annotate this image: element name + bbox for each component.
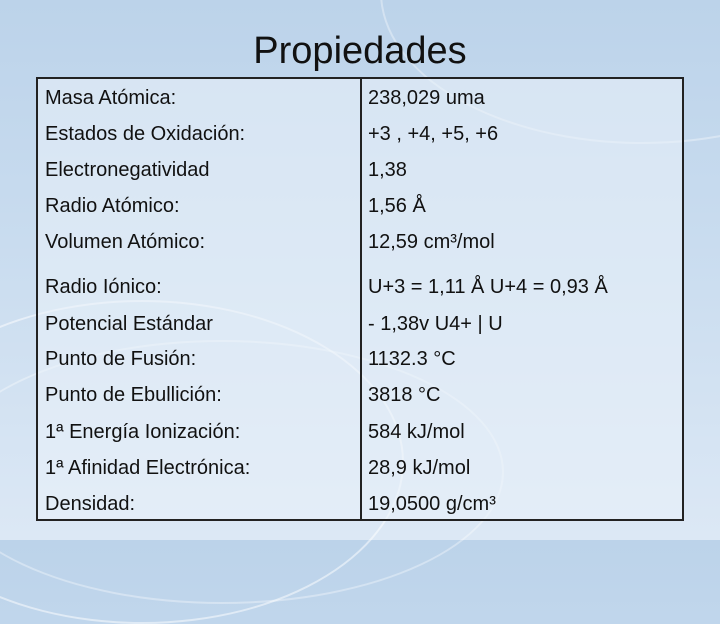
property-value: 1132.3 °C bbox=[368, 348, 456, 370]
property-value: 238,029 uma bbox=[368, 87, 485, 109]
property-label: Estados de Oxidación: bbox=[45, 123, 246, 145]
table-row bbox=[38, 117, 682, 151]
property-label: Radio Iónico: bbox=[45, 276, 162, 298]
property-value: 19,0500 g/cm³ bbox=[368, 493, 496, 515]
table-row bbox=[38, 153, 682, 187]
property-value: 584 kJ/mol bbox=[368, 421, 465, 443]
property-label: Punto de Fusión: bbox=[45, 348, 197, 370]
property-label: 1ª Afinidad Electrónica: bbox=[45, 457, 251, 479]
table-row bbox=[38, 378, 682, 412]
property-value: 1,38 bbox=[368, 159, 407, 181]
table-row bbox=[38, 307, 682, 341]
property-label: 1ª Energía Ionización: bbox=[45, 421, 241, 443]
property-value: 12,59 cm³/mol bbox=[368, 231, 495, 253]
property-value: U+3 = 1,11 Å U+4 = 0,93 Å bbox=[368, 276, 608, 298]
property-value: +3 , +4, +5, +6 bbox=[368, 123, 499, 145]
property-label: Potencial Estándar bbox=[45, 313, 213, 335]
table-row bbox=[38, 451, 682, 485]
property-label: Masa Atómica: bbox=[45, 87, 177, 109]
property-label: Densidad: bbox=[45, 493, 136, 515]
property-label: Electronegatividad bbox=[45, 159, 210, 181]
property-label: Punto de Ebullición: bbox=[45, 384, 222, 406]
table-row bbox=[38, 342, 682, 376]
property-label: Radio Atómico: bbox=[45, 195, 180, 217]
property-label: Volumen Atómico: bbox=[45, 231, 206, 253]
property-value: - 1,38v U4+ | U bbox=[368, 313, 503, 335]
slide-title: Propiedades bbox=[253, 30, 467, 72]
properties-table bbox=[36, 77, 684, 521]
property-value: 28,9 kJ/mol bbox=[368, 457, 471, 479]
table-row bbox=[38, 487, 682, 521]
table-row bbox=[38, 415, 682, 449]
property-value: 3818 °C bbox=[368, 384, 441, 406]
property-value: 1,56 Å bbox=[368, 195, 426, 217]
table-row bbox=[38, 189, 682, 223]
table-row bbox=[38, 225, 682, 259]
table-row bbox=[38, 270, 682, 304]
table-row bbox=[38, 81, 682, 115]
